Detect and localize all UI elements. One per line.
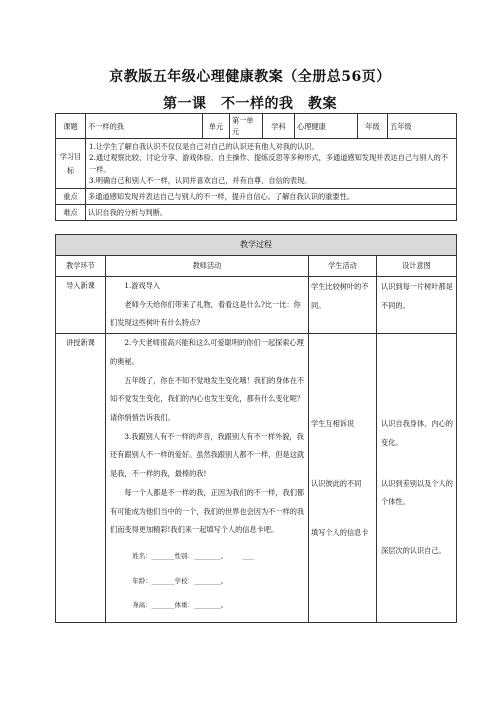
design-intent-cell: 认识到每一片树叶都是不同的。 [377,277,457,334]
teacher-heading: 1.游戏导入 [124,281,160,290]
teacher-activity-cell [106,334,309,623]
process-row-lecture [56,334,457,623]
design-intent-c: 深层次的认识自己。 [381,546,446,556]
topic-label: 课题 [56,114,86,139]
subject-label: 学科 [263,114,295,139]
info-row-topic [56,114,457,139]
goals-label: 学习目标 [56,139,86,189]
info-row-key [56,188,457,204]
student-activity-c: 填写个人的信息卡 [311,527,369,537]
info-row-difficulty [56,204,457,220]
key-label: 重点 [56,188,86,204]
difficulty-label: 难点 [56,204,86,220]
student-activity-a: 学生互相诉说 [311,419,355,429]
topic-value: 不一样的我 [86,114,203,139]
process-row-intro [56,277,457,334]
goal-item: 1.让学生了解自我认识不仅仅是自己对自己的认识还有他人对我的认识。 [89,142,319,152]
student-activity-cell: 学生比较树叶的不同。 [309,277,377,334]
unit-label: 单元 [203,114,230,139]
teacher-paragraph: 3.我跟别人有不一样的声音，我跟别人有不一样外貌，我还有跟别人不一样的爱好。虽然我跟别人都不一样，但是这就是我，不一样的我，最棒的我! [110,431,305,479]
stage-cell: 导入新课 [56,277,106,334]
student-activity-b: 认识彼此的不同 [311,478,362,488]
document-title: 京教版五年级心理健康教案（全册总56页） [109,69,391,85]
info-card-line: 身高：______体重：_______。 [132,601,228,610]
design-intent-b: 认识到差别以及个人的个体性。 [381,478,453,507]
stage-cell: 讲授新课 [56,334,106,623]
subject-value: 心理健康 [295,114,358,139]
teaching-process-table [55,234,457,623]
goal-item: 3.明确自己和别人不一样，认同并喜欢自己，并有自尊、自信的表现。 [89,175,312,185]
teacher-paragraph: 每一个人都是不一样的我，正因为我们的不一样，我们都有可能成为他们当中的一个，我们的世界也会因为不一样的我们而变得更加精彩!我们来一起填写个人的信息卡吧。 [110,487,305,535]
column-header: 教师活动 [106,256,309,277]
column-header: 学生活动 [309,256,377,277]
process-title: 教学过程 [56,235,457,256]
student-activity-cell [309,334,377,623]
design-intent-a: 认识自我身体、内心的变化。 [381,419,453,447]
column-header: 教学环节 [56,256,106,277]
teacher-paragraph: 2.今天老师很高兴能和这么可爱聪明的你们一起探索心理的奥秘。 [110,338,304,366]
info-card-line: 年龄：______学校：_______。 [132,576,228,585]
goal-item: 2.通过观察比较、讨论分享、游戏体验、自主操作、提炼反思等多种形式，多通道感知发现并表达自己与别人的不一样。 [89,153,449,174]
teacher-paragraph: 五年级了，你在不知不觉地发生变化哦！我们的身体在不知不觉发生变化，我们的内心也发生变化，都有什么变化呢？请你悄悄告诉我们。 [110,375,305,423]
goals-list [86,139,457,189]
info-card-line: 姓名：______性别：_______。 ___ [132,552,255,561]
difficulty-value: 认识自我的分析与判断。 [86,204,457,220]
grade-label: 年级 [358,114,388,139]
design-intent-cell [377,334,457,623]
info-row-goals [56,139,457,189]
lesson-info-table [55,113,457,221]
unit-value: 第一单元 [230,114,263,139]
lesson-title: 第一课 不一样的我 教案 [163,96,337,112]
process-column-headers [56,256,457,277]
teacher-text: 老师今天给你们带来了礼物，看看这是什么?比一比：你们发现这些树叶有什么特点? [110,299,301,328]
grade-value: 五年级 [388,114,457,139]
teacher-activity-cell [106,277,309,334]
key-value: 多通道感知发现并表达自己与别人的不一样，提升自信心。了解自我认识的重要性。 [86,188,457,204]
column-header: 设计意图 [377,256,457,277]
